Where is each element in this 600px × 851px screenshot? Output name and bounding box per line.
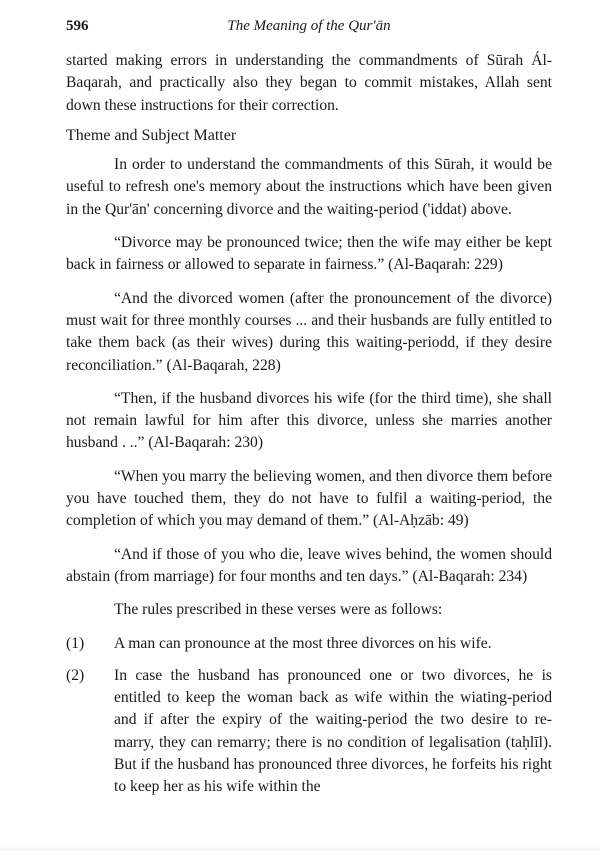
- rule-item: [66, 633, 552, 655]
- body-paragraph: In order to understand the commandments of this Sūrah, it would be useful to refresh one's memory about the instructions which have been given in the Qur'ān' concerning divorce and the waiting-period ('iddat) above.: [66, 156, 552, 218]
- page-header: [66, 18, 552, 42]
- rule-text: In case the husband has pronounced one or two divorces, he is entitled to keep the woman back as wife within the wiating-period and if after the expiry of the waiting-period the two desire to re-marry, they can remarry; there is no condition of legalisation (taḥlīl). But if the husband has pronounced three divorces, he forfeits his right to keep her as his wife within the: [114, 666, 552, 796]
- page-edge: [0, 845, 600, 851]
- quote-paragraph: “And if those of you who die, leave wives behind, the women should abstain (from marriage) for four months and ten days.” (Al-Baqarah: 234): [66, 545, 552, 585]
- rule-item: [66, 665, 552, 799]
- quote-paragraph: “And the divorced women (after the pronouncement of the divorce) must wait for three monthly courses ... and their husbands are fully entitled to take them back (as their wives) during this waiting-periodd, if they desire reconciliation.” (Al-Baqarah, 228): [66, 289, 552, 374]
- rule-text: A man can pronounce at the most three divorces on his wife.: [114, 634, 492, 652]
- page-number: 596: [66, 18, 89, 34]
- section-heading: Theme and Subject Matter: [66, 126, 237, 144]
- quote-paragraph: “When you marry the believing women, and then divorce them before you have touched them, they do not have to fulfil a waiting-period, the completion of which you may demand of them.” (Al-Aḥzāb: 49): [66, 467, 552, 530]
- page-body: [66, 50, 552, 809]
- rule-number: (2): [66, 666, 85, 684]
- intro-paragraph: started making errors in understanding the commandments of Sūrah Ál-Baqarah, and practically also they began to commit mistakes, Allah sent down these instructions for their correction.: [66, 52, 552, 114]
- running-title: The Meaning of the Qur'ān: [227, 18, 391, 34]
- rules-intro: The rules prescribed in these verses were as follows:: [114, 601, 443, 619]
- quote-paragraph: “Then, if the husband divorces his wife (for the third time), she shall not remain lawful for him after this divorce, unless she marries another husband . ..” (Al-Baqarah: 230): [66, 389, 552, 452]
- rule-number: (1): [66, 634, 85, 652]
- quote-paragraph: “Divorce may be pronounced twice; then the wife may either be kept back in fairness or allowed to separate in fairness.” (Al-Baqarah: 229): [66, 234, 552, 274]
